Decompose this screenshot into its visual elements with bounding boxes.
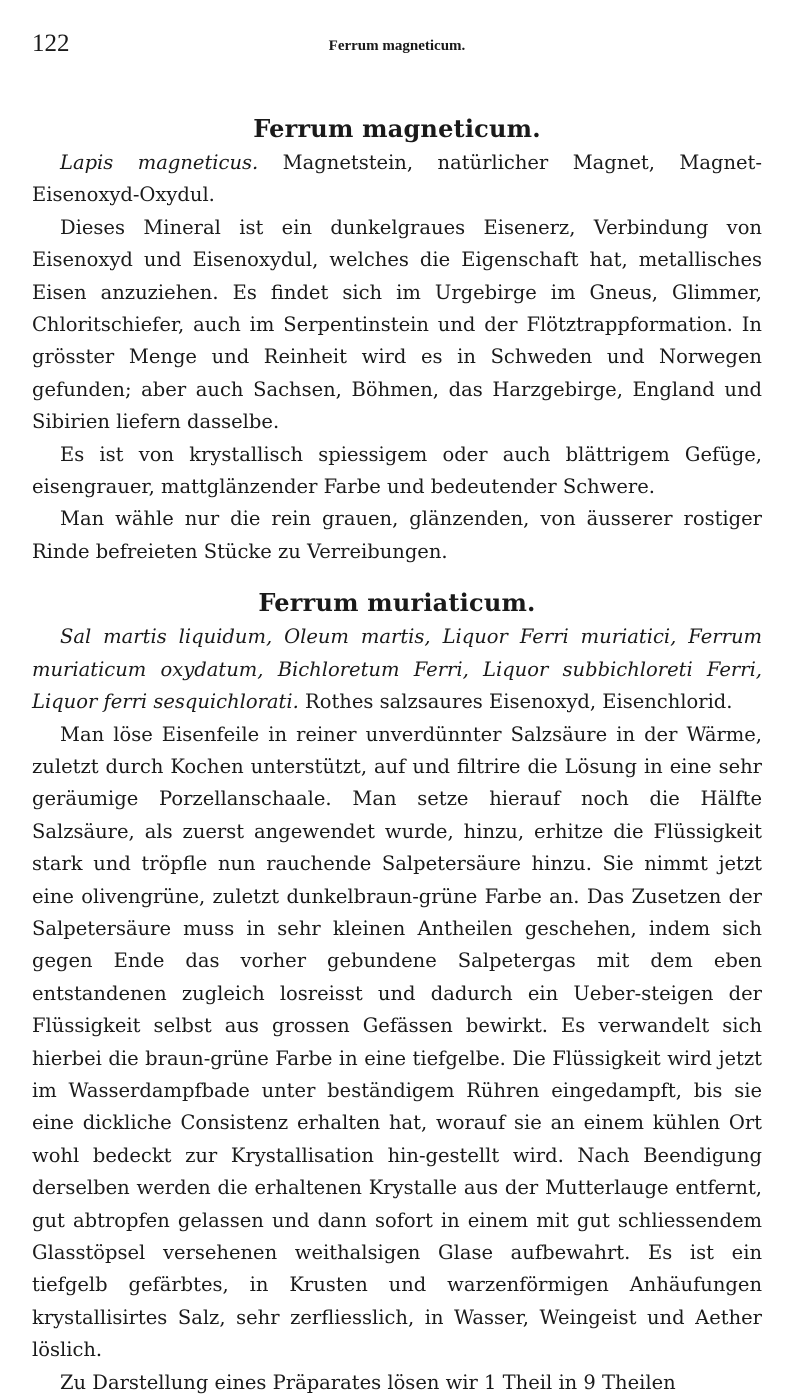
synonyms-paragraph xyxy=(32,621,762,718)
section-title-ferrum-magneticum: Ferrum magneticum. xyxy=(253,114,541,143)
book-page xyxy=(32,30,762,1399)
running-head xyxy=(32,30,762,66)
body-paragraph: Zu Darstellung eines Präparates lösen wir 1 Theil in 9 Theilen xyxy=(60,1370,676,1394)
running-title: Ferrum magneticum. xyxy=(328,38,466,54)
body-paragraph: Man löse Eisenfeile in reiner unverdünnter Salzsäure in der Wärme, zuletzt durch Kochen unterstützt, auf und filtrire die Lösung in eine sehr geräumige Porzellanschaale. Man setze hierauf noch die Hälfte Salzsäure, als zuerst angewendet wurde, hinzu, erhitze die Flüssigkeit stark und tröpfle nun rauchende Salpetersäure hinzu. Sie nimmt jetzt eine olivengrüne, zuletzt dunkelbraun-grüne Farbe an. Das Zusetzen der Salpetersäure muss in sehr kleinen Antheilen geschehen, indem sich gegen Ende das vorher gebundene Salpetergas mit dem eben entstandenen zugleich losreisst und dadurch ein Ueber-steigen der Flüssigkeit selbst aus grossen Gefässen bewirkt. Es verwandelt sich hierbei die braun-grüne Farbe in eine tiefgelbe. Die Flüssigkeit wird jetzt im Wasserdampfbade unter beständigem Rühren eingedampft, bis sie eine dickliche Consistenz erhalten hat, worauf sie an einem kühlen Ort wohl bedeckt zur Krystallisation hin-gestellt wird. Nach Beendigung derselben werden die erhaltenen Krystalle aus der Mutterlauge entfernt, gut abtropfen gelassen und dann sofort in einem mit gut schliessendem Glasstöpsel versehenen weithalsigen Glase aufbewahrt. Es ist ein tiefgelb gefärbtes, in Krusten und warzenförmigen Anhäufungen krystallisirtes Salz, sehr zerfliesslich, in Wasser, Weingeist und Aether löslich. xyxy=(32,722,762,1362)
synonyms-italic: Lapis magneticus. xyxy=(60,151,259,174)
synonyms-text: Magnetstein, natürlicher Magnet, Magnet-Eisenoxyd-Oxydul. xyxy=(32,151,762,207)
body-paragraph: Dieses Mineral ist ein dunkelgraues Eisenerz, Verbindung von Eisenoxyd und Eisenoxydul, welches die Eigenschaft hat, metallisches Eisen anzuziehen. Es findet sich im Urgebirge im Gneus, Glimmer, Chloritschiefer, auch im Serpentinstein und der Flötztrappformation. In grösster Menge und Reinheit wird es in Schweden und Norwegen gefunden; aber auch Sachsen, Böhmen, das Harzgebirge, England und Sibirien liefern dasselbe. xyxy=(32,215,762,434)
section-title-ferrum-muriaticum: Ferrum muriaticum. xyxy=(258,588,536,618)
body-paragraph: Es ist von krystallisch spiessigem oder auch blättrigem Gefüge, eisengrauer, mattglänzender Farbe und bedeutender Schwere. xyxy=(32,442,762,499)
synonyms-text: Rothes salzsaures Eisenoxyd, Eisenchlorid. xyxy=(298,690,733,714)
synonyms-paragraph xyxy=(32,147,762,212)
body-paragraph: Man wähle nur die rein grauen, glänzenden, von äusserer rostiger Rinde befreieten Stücke zu Verreibungen. xyxy=(32,507,762,563)
page-number: 122 xyxy=(32,30,70,57)
synonyms-italic: Sal martis liquidum, Oleum martis, Liquor Ferri muriatici, Ferrum muriaticum oxydatum, Bichloretum Ferri, Liquor subbichloreti Ferri, Liquor ferri sesquichlorati. xyxy=(32,625,762,714)
